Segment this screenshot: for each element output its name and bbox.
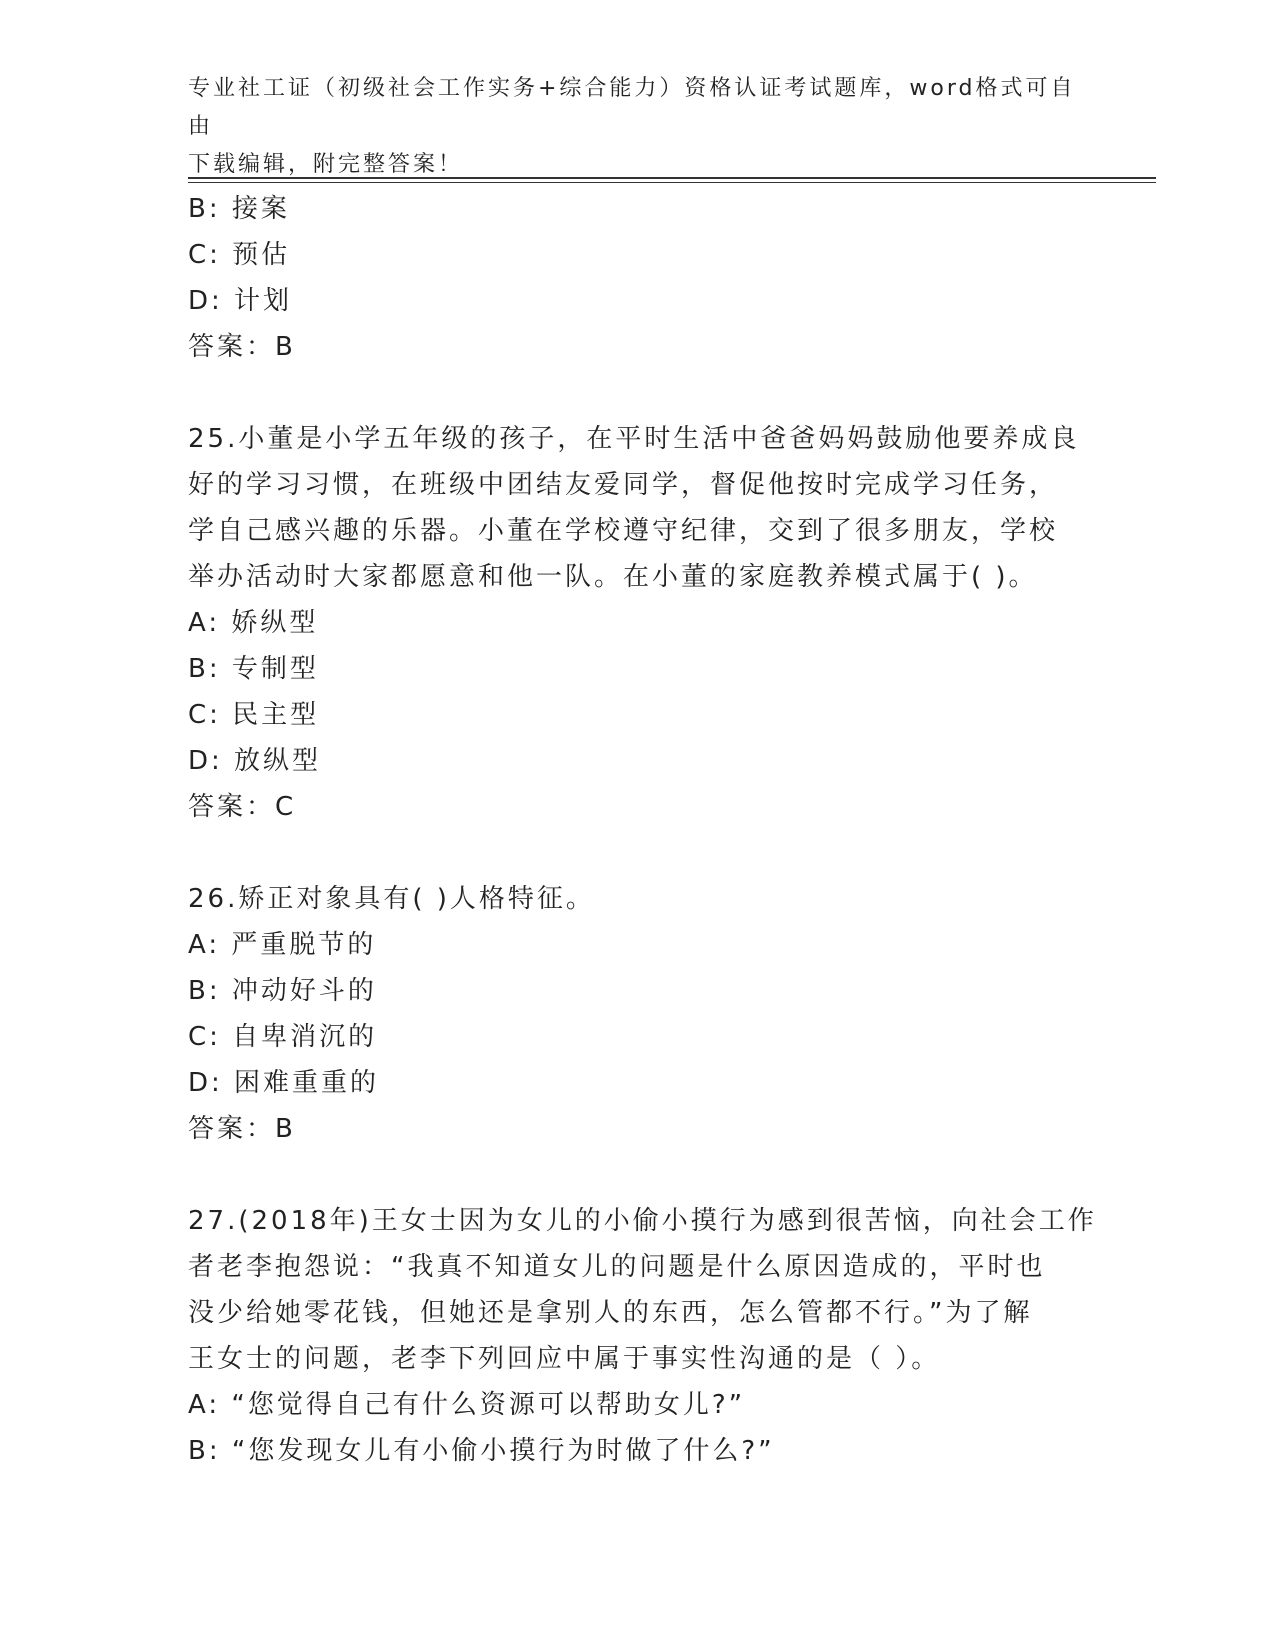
option-a: A: “您觉得自己有什么资源可以帮助女儿?” bbox=[188, 1390, 746, 1420]
option-c: C: 民主型 bbox=[188, 700, 320, 730]
option-b: B: “您发现女儿有小偷小摸行为时做了什么?” bbox=[188, 1436, 775, 1466]
option-d: D: 计划 bbox=[188, 286, 293, 316]
option-a: A: 严重脱节的 bbox=[188, 930, 377, 960]
answer: 答案：C bbox=[188, 792, 297, 822]
question-stem-line: 者老李抱怨说：“我真不知道女儿的问题是什么原因造成的，平时也 bbox=[188, 1252, 1046, 1282]
option-c: C: 预估 bbox=[188, 240, 291, 270]
option-d: D: 放纵型 bbox=[188, 746, 322, 776]
question-25 bbox=[188, 416, 1088, 830]
question-27 bbox=[188, 1198, 1097, 1474]
question-stem-line: 举办活动时大家都愿意和他一队。在小董的家庭教养模式属于( )。 bbox=[188, 562, 1038, 592]
answer: 答案：B bbox=[188, 332, 296, 362]
question-stem-line: 26.矫正对象具有( )人格特征。 bbox=[188, 884, 595, 914]
header-line-1: 专业社工证（初级社会工作实务+综合能力）资格认证考试题库，word格式可自由 bbox=[188, 76, 1076, 139]
question-stem-line: 好的学习习惯，在班级中团结友爱同学，督促他按时完成学习任务， bbox=[188, 470, 1059, 500]
question-stem-line: 27.(2018年)王女士因为女儿的小偷小摸行为感到很苦恼，向社会工作 bbox=[188, 1206, 1097, 1236]
question-26 bbox=[188, 876, 1088, 1152]
option-d: D: 困难重重的 bbox=[188, 1068, 380, 1098]
header-divider-thin bbox=[188, 182, 1156, 183]
answer: 答案：B bbox=[188, 1114, 296, 1144]
question-stem-line: 没少给她零花钱，但她还是拿别人的东西，怎么管都不行。”为了解 bbox=[188, 1298, 1033, 1328]
question-list bbox=[188, 186, 1097, 1474]
option-b: B: 专制型 bbox=[188, 654, 319, 684]
option-c: C: 自卑消沉的 bbox=[188, 1022, 378, 1052]
question-24 bbox=[188, 186, 1088, 370]
option-b: B: 冲动好斗的 bbox=[188, 976, 377, 1006]
header-divider-thick bbox=[188, 177, 1156, 179]
document-header bbox=[188, 70, 1088, 184]
option-a: A: 娇纵型 bbox=[188, 608, 319, 638]
spacer bbox=[188, 370, 1088, 416]
question-stem-line: 25.小董是小学五年级的孩子，在平时生活中爸爸妈妈鼓励他要养成良 bbox=[188, 424, 1080, 454]
question-stem-line: 学自己感兴趣的乐器。小董在学校遵守纪律，交到了很多朋友，学校 bbox=[188, 516, 1059, 546]
header-line-2: 下载编辑，附完整答案！ bbox=[188, 152, 464, 177]
option-b: B: 接案 bbox=[188, 194, 290, 224]
spacer bbox=[188, 1152, 1088, 1198]
spacer bbox=[188, 830, 1088, 876]
question-stem-line: 王女士的问题，老李下列回应中属于事实性沟通的是（ ）。 bbox=[188, 1344, 941, 1374]
